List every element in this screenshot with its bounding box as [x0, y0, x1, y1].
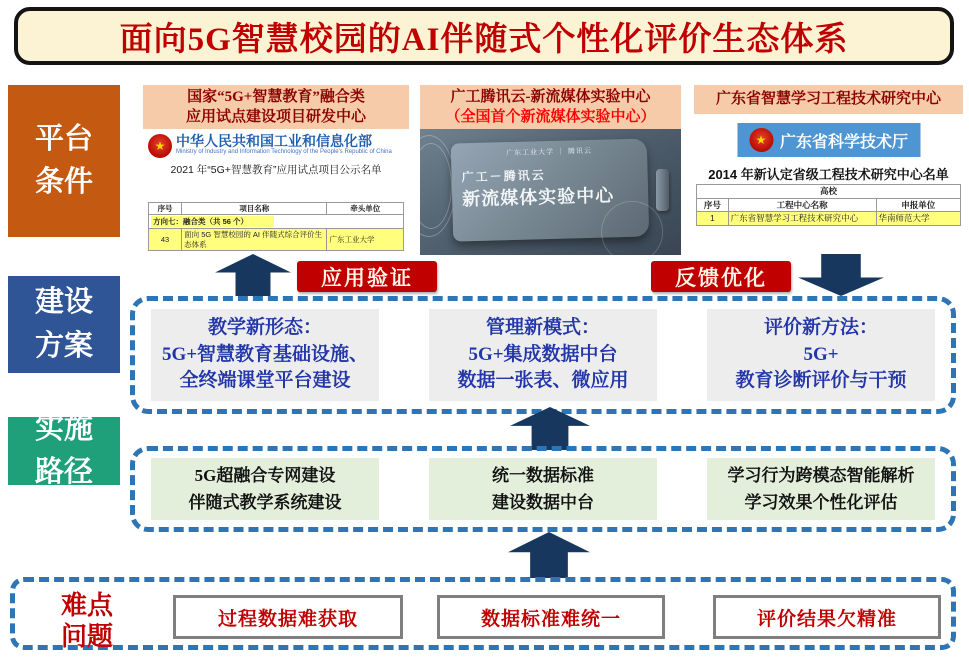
label-construction-plan	[8, 276, 120, 373]
table-group-row	[149, 214, 404, 228]
label-implementation-path	[8, 412, 120, 488]
plan-box-line1: 5G+	[803, 343, 839, 365]
path-box-line1: 统一数据标准	[492, 465, 594, 485]
card1-header-line2: 应用试点建设项目研发中心	[185, 109, 366, 125]
national-emblem-icon: ★	[749, 128, 773, 152]
badge-application-verification: 应用验证	[297, 261, 437, 292]
ministry-title-block	[176, 134, 392, 156]
plan-box-line2: 教育诊断评价与干预	[735, 370, 907, 392]
plan-box-line1: 5G+智慧教育基础设施、	[161, 343, 369, 365]
path-box-line1: 5G超融合专网建设	[194, 465, 336, 485]
gdst-banner	[737, 123, 920, 157]
platform-card-miit	[143, 85, 409, 255]
plan-box-title: 评价新方法：	[763, 316, 878, 338]
difficulty-box-process-data: 过程数据难获取	[173, 595, 403, 639]
path-box-line2: 学习效果个性化评估	[744, 493, 898, 512]
difficulty-box-data-standard: 数据标准难统一	[437, 595, 665, 639]
col-lead: 牵头单位	[327, 202, 404, 214]
section-difficulties	[10, 577, 956, 650]
col-unit: 申报单位	[876, 198, 960, 212]
cell-no: 1	[697, 212, 729, 226]
card1-header	[143, 85, 409, 129]
group-cell	[149, 214, 404, 228]
plan-box-management	[429, 309, 657, 401]
label-plan-line1: 建设	[34, 286, 93, 318]
lab-signage-photo	[420, 129, 681, 255]
table-header-row	[697, 198, 961, 212]
path-box-network	[151, 458, 379, 520]
gdst-banner-text: 广东省科学技术厅	[779, 133, 909, 151]
path-box-data-standard	[429, 458, 657, 520]
plaque-mount-bracket	[656, 169, 669, 211]
difficulty-box-evaluation-accuracy: 评价结果欠精准	[713, 595, 941, 639]
table-row	[697, 212, 961, 226]
plaque-logos-text: 广东工业大学 ｜ 腾讯云	[505, 147, 593, 158]
platform-card-gdst	[694, 85, 963, 251]
card1-header-line1: 国家“5G+智慧教育”融合类	[187, 89, 365, 105]
ministry-subtitle: Ministry of Industry and Information Technology of the People's Republic of China	[176, 149, 392, 155]
down-arrow-icon	[798, 254, 884, 296]
gdst-center-table	[696, 184, 961, 226]
card3-header: 广东省智慧学习工程技术研究中心	[694, 85, 963, 114]
cell-center: 广东省智慧学习工程技术研究中心	[728, 212, 876, 226]
plan-box-title: 教学新形态：	[207, 316, 322, 338]
ministry-name: 中华人民共和国工业和信息化部	[176, 133, 372, 149]
plan-box-line2: 全终端课堂平台建设	[179, 370, 351, 392]
platform-card-tencent-lab	[420, 85, 681, 255]
up-arrow-icon	[215, 254, 291, 296]
cell-no: 43	[149, 229, 182, 251]
badge-feedback-optimization: 反馈优化	[651, 261, 791, 292]
card2-header	[420, 85, 681, 129]
label-difficulties-line2: 问题	[60, 622, 113, 652]
plaque-line1: 广工－腾讯云	[461, 168, 546, 185]
label-path-line2: 路径	[34, 456, 93, 488]
cell-project: 面向 5G 智慧校园的 AI 伴随式综合评价生态体系	[182, 229, 327, 251]
miit-pilot-table	[148, 202, 404, 252]
path-box-learning-analysis	[707, 458, 935, 520]
label-platform-conditions	[8, 85, 120, 237]
table-header-row	[149, 202, 404, 214]
section-construction-plan	[130, 296, 956, 414]
page-title: 面向5G智慧校园的AI伴随式个性化评价生态体系	[14, 7, 954, 65]
span-header: 高校	[697, 185, 961, 199]
card1-document	[143, 129, 409, 255]
path-box-line2: 伴随式教学系统建设	[188, 493, 342, 512]
label-difficulties-line1: 难点	[60, 591, 113, 620]
ministry-logo-row	[143, 129, 409, 158]
col-no: 序号	[697, 198, 729, 212]
up-arrow-icon	[508, 532, 590, 578]
group-text: 方向七：融合类（共 56 个）	[151, 216, 274, 227]
table-row	[149, 229, 404, 251]
cell-lead: 广东工业大学	[327, 229, 404, 251]
card2-header-line2: （全国首个新流媒体实验中心）	[445, 109, 656, 125]
plan-box-title: 管理新模式：	[485, 316, 600, 338]
path-box-line1: 学习行为跨模态智能解析	[727, 465, 915, 485]
card3-document	[694, 114, 963, 251]
label-plan-line2: 方案	[34, 329, 93, 362]
lab-plaque	[451, 138, 649, 241]
label-path-line1: 实施	[34, 412, 93, 445]
plan-box-line2: 数据一张表、微应用	[457, 370, 629, 392]
national-emblem-icon: ★	[148, 134, 172, 158]
label-platform-line1: 平台	[34, 122, 93, 155]
plaque-line2: 新流媒体实验中心	[461, 185, 615, 210]
label-difficulties	[35, 590, 139, 652]
path-box-line2: 建设数据中台	[492, 493, 594, 512]
label-platform-line2: 条件	[34, 166, 93, 198]
col-no: 序号	[149, 202, 182, 214]
plan-box-line1: 5G+集成数据中台	[468, 343, 618, 365]
card3-caption: 2014 年新认定省级工程技术研究中心名单	[708, 167, 949, 182]
table-span-header-row	[697, 185, 961, 199]
card1-caption: 2021 年“5G+智慧教育”应用试点项目公示名单	[170, 164, 382, 176]
col-project: 项目名称	[182, 202, 327, 214]
cell-unit: 华南师范大学	[876, 212, 960, 226]
card2-header-line1: 广工腾讯云-新流媒体实验中心	[450, 89, 651, 105]
plan-box-evaluation	[707, 309, 935, 401]
col-center: 工程中心名称	[728, 198, 876, 212]
photo-decor-arc	[600, 200, 664, 255]
plan-box-teaching	[151, 309, 379, 401]
section-implementation-path	[130, 446, 956, 532]
